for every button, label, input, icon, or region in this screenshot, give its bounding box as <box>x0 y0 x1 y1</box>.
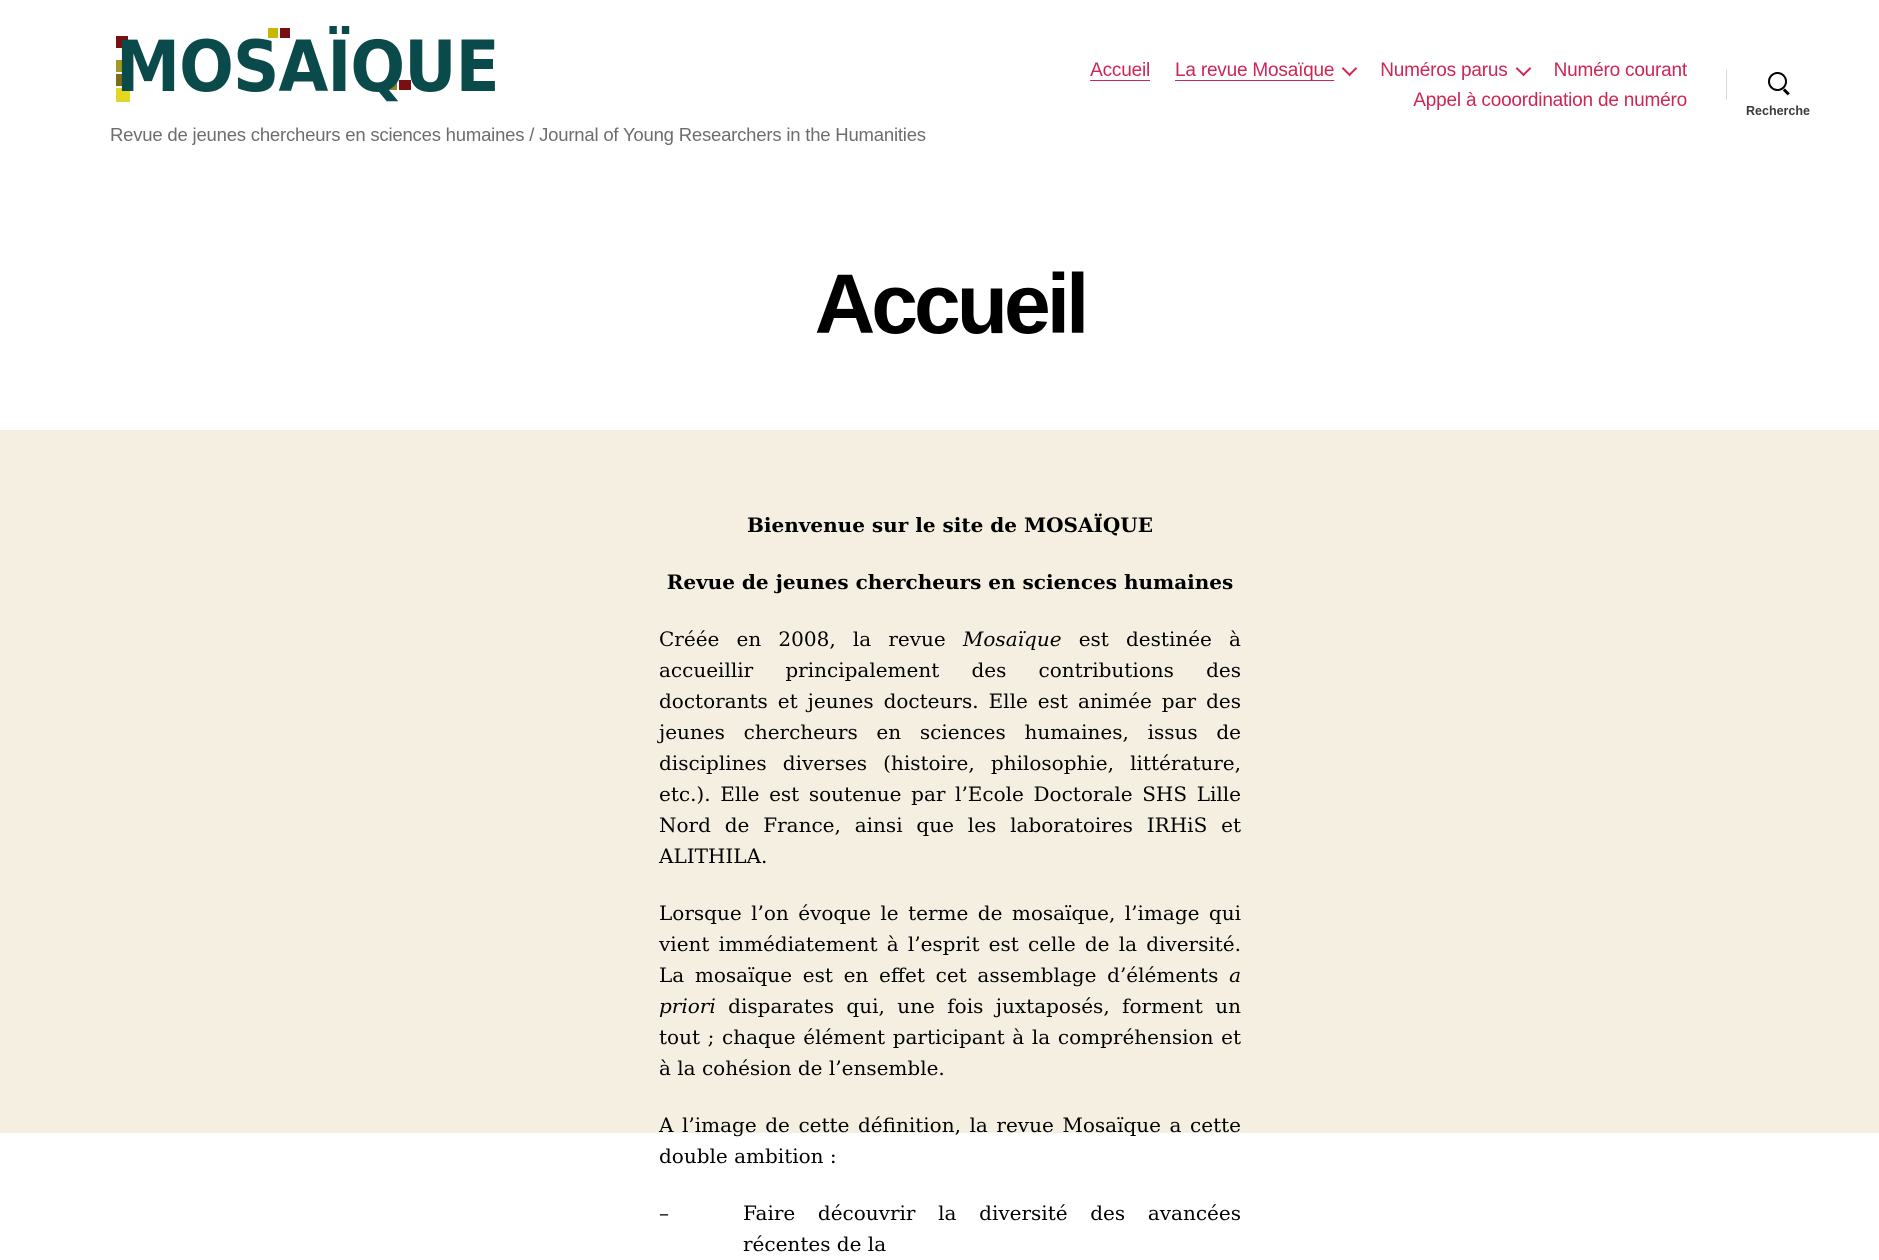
menu-item-accueil[interactable] <box>1090 60 1150 82</box>
ambition-paragraph: A l’image de cette définition, la revue Mosaïque a cette double ambition : <box>659 1113 1241 1168</box>
emphasis: a priori <box>659 963 1241 1018</box>
primary-menu <box>987 56 1687 116</box>
menu-item-numero-courant[interactable] <box>1554 60 1687 82</box>
list-item <box>659 1198 1241 1260</box>
mosaic-paragraph <box>659 898 1241 1084</box>
search-label: Recherche <box>1746 104 1810 118</box>
logo-text: MOSAÏQUE <box>116 26 499 108</box>
emphasis: Mosaïque <box>962 627 1062 651</box>
site-header <box>0 0 1879 160</box>
welcome-heading: Bienvenue sur le site de MOSAÏQUE <box>747 513 1153 537</box>
text-run: Lorsque l’on évoque le terme de mosaïque, l’image qui vient immédiatement à l’esprit est celle de la diversité. La mosaïque est en effet cet assemblage d’éléments <box>659 901 1241 987</box>
primary-menu-row-2 <box>987 86 1687 116</box>
search-icon <box>1768 72 1788 92</box>
page-title: Accueil <box>814 257 1086 351</box>
menu-item-label: La revue Mosaïque <box>1175 60 1335 81</box>
search-divider <box>1726 70 1727 100</box>
list-item-text: Faire découvrir la diversité des avancées récentes de la <box>743 1201 1241 1256</box>
menu-item-la-revue[interactable] <box>1175 60 1355 82</box>
text-run: Créée en 2008, la revue <box>659 627 963 651</box>
chevron-down-icon[interactable] <box>1342 61 1358 77</box>
menu-item-appel[interactable] <box>1413 90 1687 112</box>
subtitle-heading: Revue de jeunes chercheurs en sciences humaines <box>666 570 1234 594</box>
text-run: est destinée à accueillir principalement des contributions des doctorants et jeunes docteurs. Elle est animée par des jeunes chercheurs en sciences humaines, issus de disciplines diverses (histoire, philosophie, littérature, etc.). Elle est soutenue par l’Ecole Doctorale SHS Lille Nord de France, ainsi que les laboratoires IRHiS et ALITHILA. <box>659 627 1241 868</box>
text-run: disparates qui, une fois juxtaposés, forment un tout ; chaque élément participant à la compréhension et à la cohésion de l’ensemble. <box>659 994 1241 1080</box>
menu-item-label: Numéros parus <box>1380 60 1508 81</box>
entry-content <box>659 510 1241 1260</box>
menu-item-label: Appel à cooordination de numéro <box>1413 90 1687 111</box>
menu-item-numeros-parus[interactable] <box>1380 60 1528 82</box>
site-logo[interactable] <box>110 22 499 110</box>
intro-paragraph <box>659 624 1241 872</box>
primary-menu-row-1 <box>987 56 1687 86</box>
list-dash: – <box>659 1201 669 1225</box>
chevron-down-icon[interactable] <box>1515 61 1531 77</box>
search-toggle-button[interactable] <box>1740 66 1816 126</box>
menu-item-label: Numéro courant <box>1553 60 1687 81</box>
menu-item-label: Accueil <box>1090 60 1150 81</box>
content-area <box>0 430 1879 1256</box>
site-tagline: Revue de jeunes chercheurs en sciences humaines / Journal of Young Researchers in the Humanities <box>110 124 926 145</box>
